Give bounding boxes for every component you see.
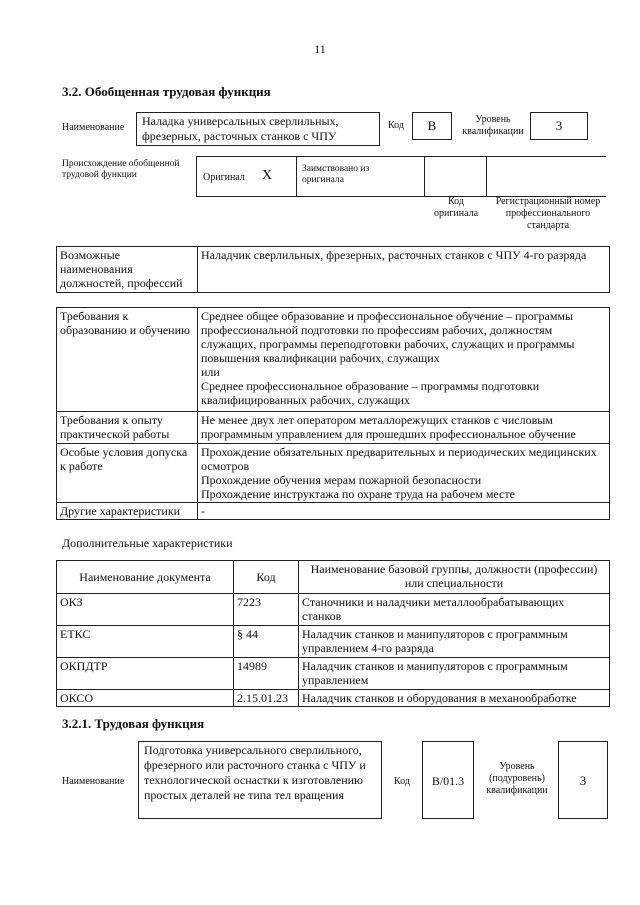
gtf-code-label: Код — [388, 120, 404, 131]
tf-code-box: B/01.3 — [422, 741, 474, 819]
requirements-table — [56, 307, 610, 520]
tf-section-title: 3.2.1. Трудовая функция — [62, 716, 205, 731]
section-title: 3.2. Обобщенная трудовая функция — [62, 84, 271, 99]
gtf-origin-label: Происхождение обобщенной трудовой функции — [62, 159, 180, 180]
row-doc: ЕТКС — [57, 626, 234, 658]
positions-value: Наладчик сверлильных, фрезерных, расточных станков с ЧПУ 4-го разряда — [198, 247, 610, 293]
tf-name-label: Наименование — [62, 776, 125, 787]
gtf-code-box: B — [412, 112, 452, 140]
row-code: § 44 — [234, 626, 299, 658]
reg-number-caption: Регистрационный номер профессионального стандарта — [495, 196, 601, 231]
req-education-value: Среднее общее образование и профессиональное обучение – программы профессиональной подготовки по профессиям рабочих, должностям служащих, программы переподготовки рабочих, служащих и программы повышения квалификации рабочих, служащих или Среднее профессиональное образование – программы подготовки квалифицированных рабочих, служащих — [198, 308, 610, 412]
req-other-label: Другие характеристики — [57, 503, 198, 520]
gtf-level-box: 3 — [530, 112, 588, 140]
table-row — [57, 690, 610, 707]
table-row — [57, 594, 610, 626]
gtf-name-value: Наладка универсальных сверлильных, фрезерных, расточных станков с ЧПУ — [136, 112, 380, 146]
req-experience-value: Не менее двух лет оператором металлорежущих станков с числовым программным управлением для прошедших профессиональное обучение — [198, 412, 610, 444]
gtf-level-label: Уровень квалификации — [462, 114, 524, 137]
row-doc: ОКПДТР — [57, 658, 234, 690]
col-header-name: Наименование базовой группы, должности (профессии) или специальности — [299, 561, 610, 594]
additional-table — [56, 560, 610, 707]
tf-code-label: Код — [394, 776, 410, 787]
row-name: Наладчик станков и манипуляторов с программным управлением 4-го разряда — [299, 626, 610, 658]
origin-grid-top — [196, 156, 606, 157]
origin-grid-divider-2 — [296, 156, 297, 197]
gtf-borrowed-label: Заимствовано из оригинала — [302, 164, 370, 185]
col-header-code: Код — [234, 561, 299, 594]
code-original-caption: Код оригинала — [433, 196, 479, 219]
positions-table — [56, 246, 610, 293]
table-row — [57, 658, 610, 690]
row-name: Наладчик станков и манипуляторов с программным управлением — [299, 658, 610, 690]
tf-name-value: Подготовка универсального сверлильного, фрезерного или расточного станка с ЧПУ и технологической оснастки к изготовлению простых деталей не типа тел вращения — [138, 741, 382, 819]
additional-title: Дополнительные характеристики — [62, 536, 233, 550]
row-name: Наладчик станков и оборудования в механообработке — [299, 690, 610, 707]
row-code: 2.15.01.23 — [234, 690, 299, 707]
req-admission-label: Особые условия допуска к работе — [57, 444, 198, 503]
req-education-label: Требования к образованию и обучению — [57, 308, 198, 412]
row-code: 7223 — [234, 594, 299, 626]
page-number: 11 — [314, 42, 326, 56]
req-experience-label: Требования к опыту практической работы — [57, 412, 198, 444]
tf-level-box: 3 — [558, 741, 608, 819]
gtf-original-mark: X — [262, 168, 273, 183]
table-row — [57, 626, 610, 658]
row-doc: ОКСО — [57, 690, 234, 707]
gtf-name-label: Наименование — [62, 122, 125, 133]
positions-label: Возможные наименования должностей, профессий — [57, 247, 198, 293]
gtf-original-label: Оригинал — [203, 172, 245, 183]
req-admission-value: Прохождение обязательных предварительных и периодических медицинских осмотров Прохождение обучения мерам пожарной безопасности Прохождение инструктажа по охране труда на рабочем месте — [198, 444, 610, 503]
origin-grid-divider-4 — [486, 156, 487, 197]
row-doc: ОКЗ — [57, 594, 234, 626]
req-other-value: - — [198, 503, 610, 520]
col-header-document: Наименование документа — [57, 561, 234, 594]
tf-level-label: Уровень (подуровень) квалификации — [486, 761, 548, 796]
row-code: 14989 — [234, 658, 299, 690]
origin-grid-divider-1 — [196, 156, 197, 197]
row-name: Станочники и наладчики металлообрабатывающих станков — [299, 594, 610, 626]
origin-grid-divider-3 — [424, 156, 425, 197]
